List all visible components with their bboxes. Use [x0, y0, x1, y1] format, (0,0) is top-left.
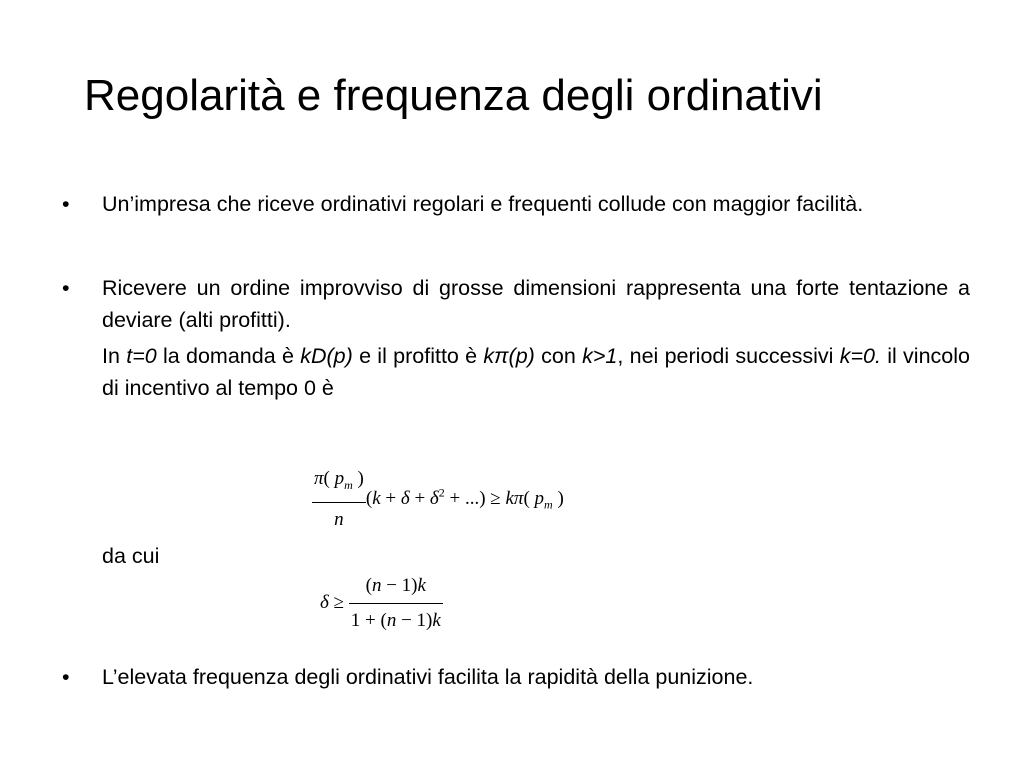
math-symbol: p	[534, 487, 545, 509]
detail-text: e il profitto è	[352, 344, 484, 368]
math-symbol: n	[386, 610, 397, 631]
math-subscript: m	[344, 477, 353, 492]
math-symbol: δ	[320, 591, 329, 613]
math-symbol: +	[380, 487, 401, 509]
fraction-numerator	[349, 575, 443, 597]
bullet-text: L’elevata frequenza degli ordinativi facilita la rapidità della punizione.	[102, 665, 754, 689]
math-symbol: 1 + (	[350, 610, 387, 631]
slide-content	[62, 188, 970, 404]
math-symbol: − 1)	[396, 610, 433, 631]
incentive-constraint-paragraph	[62, 340, 970, 404]
bullet-text: Ricevere un ordine improvviso di grosse dimensioni rappresenta una forte tentazione a deviare (alti profitti).	[102, 276, 970, 332]
math-symbol: δ	[400, 487, 410, 509]
bullet-marker: •	[62, 192, 70, 216]
math-symbol: kπ	[505, 487, 524, 509]
math-symbol: − 1)	[381, 575, 418, 596]
math-symbol: + ...)	[444, 487, 486, 509]
fraction-denominator: n	[334, 508, 344, 530]
equation-fraction	[349, 575, 443, 632]
detail-text: , nei periodi successivi	[617, 344, 840, 368]
detail-text: In	[102, 344, 127, 368]
bullet-text: Un’impresa che riceve ordinativi regolari e frequenti collude con maggior facilità.	[102, 192, 864, 216]
detail-text: il vincolo di incentivo al tempo 0 è	[102, 344, 970, 400]
math-symbol: ≥	[485, 487, 506, 509]
bullet-item-order-frequency	[62, 661, 970, 693]
fraction-bar	[349, 603, 443, 604]
detail-text: con	[534, 344, 583, 368]
math-subscript: m	[544, 497, 553, 512]
discount-factor-equation	[320, 575, 443, 632]
math-symbol: k	[372, 487, 381, 509]
math-superscript: 2	[438, 485, 445, 500]
slide-content-bottom	[62, 661, 970, 693]
math-symbol: n	[371, 575, 382, 596]
fraction-denominator	[349, 610, 443, 632]
incentive-equation	[312, 468, 564, 531]
math-symbol: +	[409, 487, 430, 509]
slide-title: Regolarità e frequenza degli ordinativi	[84, 71, 823, 120]
detail-italic: kπ(p)	[483, 344, 535, 368]
bullet-item-large-order	[62, 272, 970, 336]
bullet-marker: •	[62, 276, 70, 300]
detail-text: la domanda è	[156, 344, 301, 368]
fraction-numerator	[312, 468, 366, 496]
equation-fraction	[312, 468, 366, 531]
fraction-bar	[312, 502, 366, 503]
math-symbol: ≥	[328, 591, 349, 613]
math-symbol: (	[523, 487, 535, 509]
math-symbol: (	[365, 575, 372, 596]
math-symbol: k	[417, 575, 426, 596]
math-symbol: δ	[429, 487, 439, 509]
math-symbol: k	[432, 610, 441, 631]
detail-italic: k>1	[582, 344, 618, 368]
detail-italic: t=0	[126, 344, 157, 368]
math-symbol: )	[352, 468, 364, 489]
detail-italic: kD(p)	[300, 344, 353, 368]
math-symbol: (	[365, 487, 373, 509]
da-cui-label: da cui	[102, 544, 160, 568]
math-symbol: π	[314, 468, 324, 489]
bullet-item-regular-orders	[62, 188, 970, 220]
math-symbol: p	[334, 468, 345, 489]
detail-italic: k=0.	[839, 344, 881, 368]
math-symbol: (	[323, 468, 335, 489]
math-symbol: )	[552, 487, 564, 509]
bullet-marker: •	[62, 665, 70, 689]
